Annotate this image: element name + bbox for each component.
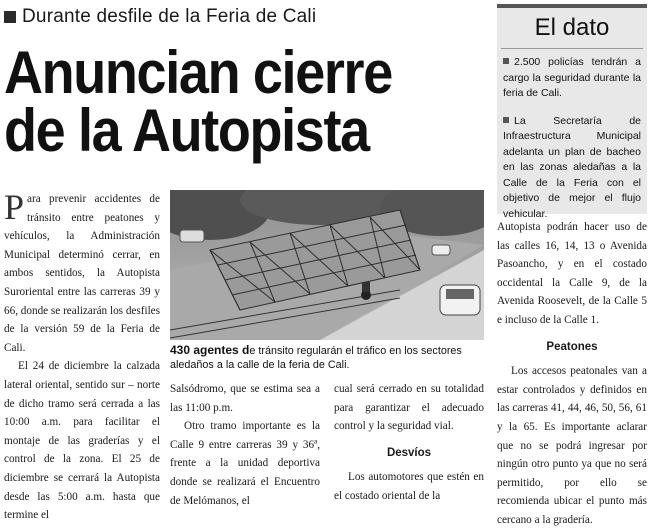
article-paragraph-7: Autopista podrán hacer uso de las calles 16, 14, 13 o Avenida Pasoancho, y en el costado occidental la Calle 9, de la Avenida Roosevelt, de la Calle 5 e incluso de la Calle 1. xyxy=(497,221,647,326)
kicker-text: Durante desfile de la Feria de Cali xyxy=(22,6,317,27)
article-paragraph-3: Salsódromo, que se estima sea a las 11:00 p.m. xyxy=(170,383,320,414)
el-dato-item-2 xyxy=(503,114,641,223)
article-paragraph-5: cual será cerrado en su totalidad para garantizar el adecuado control y la seguridad vial. xyxy=(334,383,484,433)
article-paragraph-2: El 24 de diciembre la calzada lateral oriental, sentido sur – norte de dicho tramo será cerrada a las 10:00 a.m. para facilitar el montaje de las graderías y el control de la zona. El 25 de diciembre se cerrará la Autopista desde las 5:00 a.m. hasta que termine el xyxy=(4,360,160,522)
article-paragraph-8: Los accesos peatonales van a estar controlados y definidos en las carreras 41, 44, 46, 50, 56, 61 y la 65. Es importante aclarar que no se podrá ingresar por ningún otro punto ya que no será permitido, por ello se recomienda ubicar el punto más cercano a la gradería. xyxy=(497,365,647,526)
headline xyxy=(4,39,436,164)
article-paragraph-1-text: ara prevenir accidentes de tránsito entre peatones y vehículos, la Administración Municipal determinó cerrar, en ambos sentidos, la Autopista Suroriental entre las carreras 39 y 66, donde se realizarán los desfiles de la versión 59 de la Feria de Cali. xyxy=(4,193,160,354)
kicker-square-icon xyxy=(4,11,16,23)
el-dato-item-2-text: La Secretaría de Infraestructura Municipal adelanta un plan de bacheo en las zonas aledañas a la Calle de la Feria con el objetivo de mejor el flujo vehicular. xyxy=(503,114,641,220)
headline-line-1: Anuncian cierre xyxy=(4,39,392,106)
drop-cap: P xyxy=(4,187,25,227)
news-photo xyxy=(170,190,484,340)
article-paragraph-1 xyxy=(4,187,160,357)
bullet-square-icon xyxy=(503,58,509,64)
caption-lead: 430 agentes d xyxy=(170,343,250,357)
kicker xyxy=(4,4,484,30)
el-dato-item-1 xyxy=(503,55,641,102)
caption-text: e tránsito regularán el tráfico en los sectores aledaños a la calle de la feria de Cali. xyxy=(170,345,462,371)
el-dato-box xyxy=(497,4,647,220)
photo-street-scaffolding xyxy=(170,190,484,340)
article-column-2 xyxy=(170,380,320,510)
article-column-1 xyxy=(4,187,160,525)
headline-line-2: de la Autopista xyxy=(4,97,369,164)
bullet-square-icon xyxy=(503,117,509,123)
el-dato-title: El dato xyxy=(501,8,643,49)
article-column-3 xyxy=(334,380,484,506)
article-paragraph-6: Los automotores que estén en el costado oriental de la xyxy=(334,471,484,502)
el-dato-item-1-text: 2.500 policías tendrán a cargo la seguridad durante la feria de Cali. xyxy=(503,56,641,99)
subhead-desvios: Desvíos xyxy=(386,446,432,459)
photo-caption xyxy=(170,343,484,372)
subhead-peatones: Peatones xyxy=(546,340,598,353)
article-column-4 xyxy=(497,218,647,530)
article-paragraph-4: Otro tramo importante es la Calle 9 entre carreras 39 y 36ª, frente a la unidad deportiva donde se realizará el Encuentro de Melómanos, el xyxy=(170,420,320,507)
